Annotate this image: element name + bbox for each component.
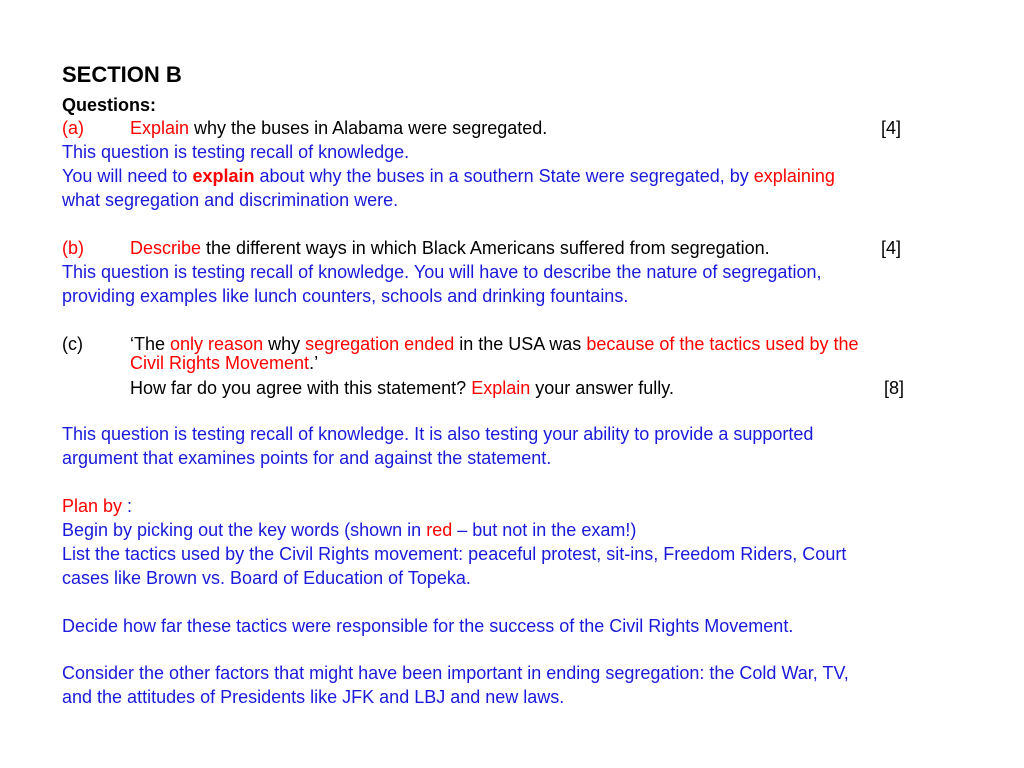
plan-line-4: Decide how far these tactics were responsible for the success of the Civil Rights Movement. [62, 616, 794, 636]
question-c-line-2 [130, 352, 318, 374]
question-b-body: the different ways in which Black Americans suffered from segregation. [201, 238, 770, 258]
question-text: ‘The [130, 334, 171, 354]
question-b-marks: [4] [881, 238, 902, 258]
question-a-keyword: Explain [130, 118, 190, 138]
question-a-note-3: what segregation and discrimination were. [62, 190, 399, 210]
question-b-label: (b) [62, 238, 84, 258]
question-b-note-1: This question is testing recall of knowledge. You will have to describe the nature of segregation, [62, 262, 822, 282]
question-b-text [130, 237, 770, 259]
plan-line-5: Consider the other factors that might have been important in ending segregation: the Cold War, TV, [62, 663, 849, 683]
question-c-note-1: This question is testing recall of knowledge. It is also testing your ability to provide a supported [62, 424, 814, 444]
question-c-note-2: argument that examines points for and against the statement. [62, 448, 552, 468]
plan-line-3: cases like Brown vs. Board of Education of Topeka. [62, 568, 471, 588]
question-a-label: (a) [62, 118, 84, 138]
question-keyword: because of the tactics used by the [586, 334, 859, 354]
section-title: SECTION B [62, 62, 182, 87]
question-keyword: segregation ended [305, 334, 455, 354]
note-text: about why the buses in a southern State were segregated, by [254, 166, 754, 186]
question-a-note-1: This question is testing recall of knowledge. [62, 142, 410, 162]
plan-text: Begin by picking out the key words (shown in [62, 520, 427, 540]
note-keyword: explain [192, 166, 255, 186]
question-c-line-3 [130, 377, 674, 399]
question-keyword: Explain [471, 378, 531, 398]
question-c-label: (c) [62, 334, 83, 354]
questions-heading: Questions: [62, 95, 157, 115]
question-b-keyword: Describe [130, 238, 202, 258]
plan-heading-text: Plan by [62, 496, 123, 516]
plan-text: – but not in the exam!) [452, 520, 637, 540]
question-a-marks: [4] [881, 118, 902, 138]
note-text: You will need to [62, 166, 193, 186]
plan-line-2: List the tactics used by the Civil Rights movement: peaceful protest, sit-ins, Freedom Riders, Court [62, 544, 847, 564]
question-text: .’ [309, 353, 319, 373]
note-keyword: explaining [753, 166, 835, 186]
question-a-text [130, 117, 547, 139]
plan-keyword: red [426, 520, 453, 540]
question-text: your answer fully. [530, 378, 674, 398]
question-text: why [263, 334, 306, 354]
question-b-note-2: providing examples like lunch counters, schools and drinking fountains. [62, 286, 629, 306]
question-a-body: why the buses in Alabama were segregated. [189, 118, 548, 138]
plan-line-1 [62, 519, 636, 541]
plan-heading-colon: : [122, 496, 133, 516]
plan-line-6: and the attitudes of Presidents like JFK and LBJ and new laws. [62, 687, 565, 707]
question-keyword: only reason [170, 334, 264, 354]
question-text: How far do you agree with this statement? [130, 378, 472, 398]
question-keyword: Civil Rights Movement [130, 353, 310, 373]
plan-heading [62, 495, 132, 517]
question-text: in the USA was [454, 334, 587, 354]
question-c-marks: [8] [884, 378, 905, 398]
question-a-note-2 [62, 165, 835, 187]
